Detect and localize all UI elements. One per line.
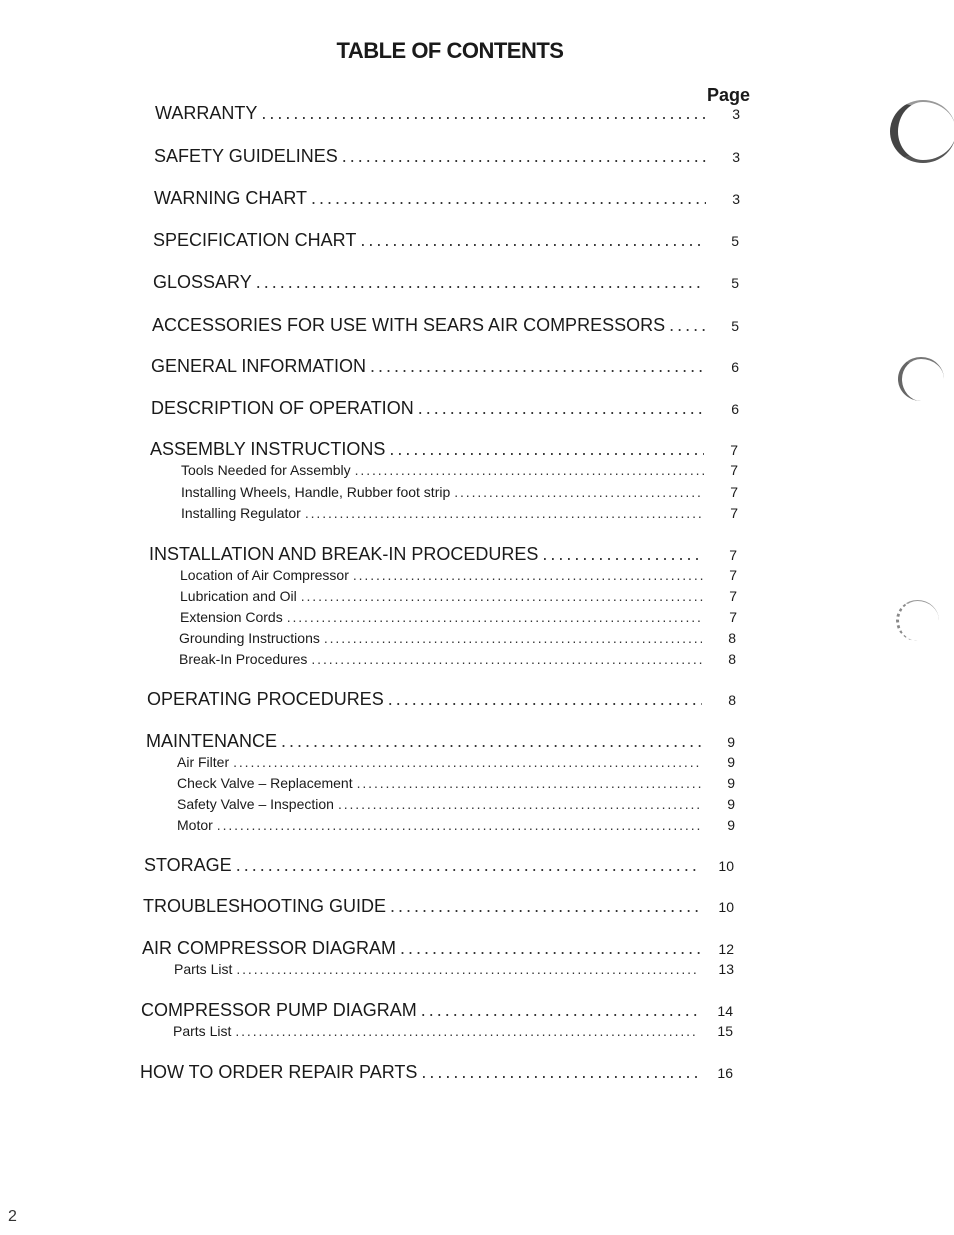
dot-leader [217,817,701,833]
toc-entry-page: 5 [731,318,739,334]
dot-leader [261,103,706,124]
toc-entry-page: 9 [727,754,735,770]
toc-entry-label: TROUBLESHOOTING GUIDE [143,896,387,916]
toc-entry-label: OPERATING PROCEDURES [147,689,384,709]
toc-entry [152,315,739,336]
toc-entry-label: Safety Valve – Inspection [177,796,334,812]
toc-entry [154,188,740,209]
toc-entry-label: SPECIFICATION CHART [153,230,357,250]
dot-leader [418,398,705,419]
toc-entry-label: STORAGE [144,855,232,875]
toc-entry-label: GLOSSARY [153,272,252,292]
toc-entry [151,398,739,419]
dot-leader [281,731,701,752]
toc-entry-page: 10 [718,858,734,874]
toc-subentry [180,567,737,583]
toc-entry-page: 13 [718,961,734,977]
dot-leader [305,505,704,521]
toc-subentry [181,462,738,478]
toc-entry-page: 7 [729,567,737,583]
toc-entry-page: 9 [727,775,735,791]
toc-entry [146,731,735,752]
toc-entry-page: 10 [718,899,734,915]
toc-entry [150,439,738,460]
dot-leader [389,439,704,460]
toc-entry-page: 16 [717,1065,733,1081]
toc-entry-label: Grounding Instructions [179,630,320,646]
page-column-header: Page [706,85,750,105]
toc-entry-label: WARNING CHART [154,188,307,208]
toc-entry-page: 12 [718,941,734,957]
toc-entry-label: DESCRIPTION OF OPERATION [151,398,414,418]
toc-entry-page: 9 [727,734,735,750]
toc-entry-label: Parts List [173,1023,232,1039]
toc-entry-page: 7 [730,484,738,500]
toc-entry-label: Check Valve – Replacement [177,775,353,791]
dot-leader [360,230,705,251]
toc-entry-label: Installing Wheels, Handle, Rubber foot strip [181,484,451,500]
toc-entry-label: ACCESSORIES FOR USE WITH SEARS AIR COMPRESSORS [152,315,666,335]
dot-leader [421,1000,699,1021]
toc-entry-label: MAINTENANCE [146,731,278,751]
toc-entry-page: 7 [730,462,738,478]
toc-entry-label: AIR COMPRESSOR DIAGRAM [142,938,397,958]
dot-leader [342,146,706,167]
toc-entry [155,103,740,124]
toc-entry-label: Air Filter [177,754,230,770]
toc-entry-page: 3 [732,106,740,122]
binder-hole-shadow [898,357,944,401]
toc-entry-label: HOW TO ORDER REPAIR PARTS [140,1062,418,1082]
toc-subentry [180,588,737,604]
toc-subentry [177,817,735,833]
toc-entry [140,1062,733,1083]
toc-entry-label: Lubrication and Oil [180,588,297,604]
toc-entry-page: 3 [732,149,740,165]
toc-entry [151,356,739,377]
toc-subentry [173,1023,733,1039]
dot-leader [390,896,700,917]
toc-entry-page: 15 [717,1023,733,1039]
toc-entry-label: Motor [177,817,213,833]
binder-hole-shadow [890,100,954,163]
dot-leader [311,188,706,209]
toc-subentry [177,796,735,812]
toc-entry [141,1000,733,1021]
toc-entry-label: Installing Regulator [181,505,301,521]
toc-entry-label: WARRANTY [155,103,258,123]
toc-entry-page: 6 [731,401,739,417]
dot-leader [256,272,705,293]
toc-entry [142,938,734,959]
toc-entry [149,544,737,565]
toc-entry [143,896,734,917]
dot-leader [400,938,700,959]
toc-entry-page: 7 [730,505,738,521]
toc-subentry [181,484,738,500]
toc-entry-page: 7 [729,588,737,604]
dot-leader [287,609,703,625]
dot-leader [454,484,704,500]
dot-leader [355,462,704,478]
dot-leader [357,775,701,791]
binder-hole-shadow [896,600,939,641]
dot-leader [338,796,701,812]
toc-entry [147,689,736,710]
toc-entry-label: Location of Air Compressor [180,567,349,583]
dot-leader [236,961,700,977]
toc-entry-label: Extension Cords [180,609,283,625]
page-number: 2 [8,1208,17,1225]
toc-subentry [181,505,738,521]
dot-leader [324,630,702,646]
toc-entry-label: Parts List [174,961,233,977]
toc-entry-label: Break-In Procedures [179,651,308,667]
dot-leader [388,689,702,710]
dot-leader [311,651,702,667]
toc-entry-page: 3 [732,191,740,207]
dot-leader [542,544,703,565]
toc-entry-page: 8 [728,630,736,646]
toc-entry-label: Tools Needed for Assembly [181,462,351,478]
toc-entry-page: 7 [729,609,737,625]
dot-leader [301,588,703,604]
toc-entry-label: ASSEMBLY INSTRUCTIONS [150,439,386,459]
toc-entry-label: COMPRESSOR PUMP DIAGRAM [141,1000,417,1020]
toc-entry-page: 14 [717,1003,733,1019]
toc-subentry [180,609,737,625]
toc-subentry [174,961,734,977]
toc-entry-page: 9 [727,817,735,833]
toc-entry-page: 6 [731,359,739,375]
toc-subentry [179,630,736,646]
toc-entry [154,146,740,167]
toc-entry-label: GENERAL INFORMATION [151,356,367,376]
toc-entry-label: SAFETY GUIDELINES [154,146,338,166]
dot-leader [235,1023,699,1039]
toc-entry-page: 5 [731,275,739,291]
dot-leader [236,855,700,876]
dot-leader [233,754,701,770]
dot-leader [353,567,703,583]
toc-subentry [179,651,736,667]
toc-entry [144,855,734,876]
toc-entry [153,272,739,293]
dot-leader [421,1062,699,1083]
toc-entry-page: 5 [731,233,739,249]
toc-entry-page: 8 [728,692,736,708]
page-title: TABLE OF CONTENTS [336,38,564,63]
toc-entry-label: INSTALLATION AND BREAK-IN PROCEDURES [149,544,539,564]
toc-entry-page: 7 [730,442,738,458]
toc-entry [153,230,739,251]
dot-leader [669,315,705,336]
toc-entry-page: 9 [727,796,735,812]
toc-subentry [177,775,735,791]
dot-leader [370,356,705,377]
toc-entry-page: 7 [729,547,737,563]
toc-entry-page: 8 [728,651,736,667]
toc-subentry [177,754,735,770]
